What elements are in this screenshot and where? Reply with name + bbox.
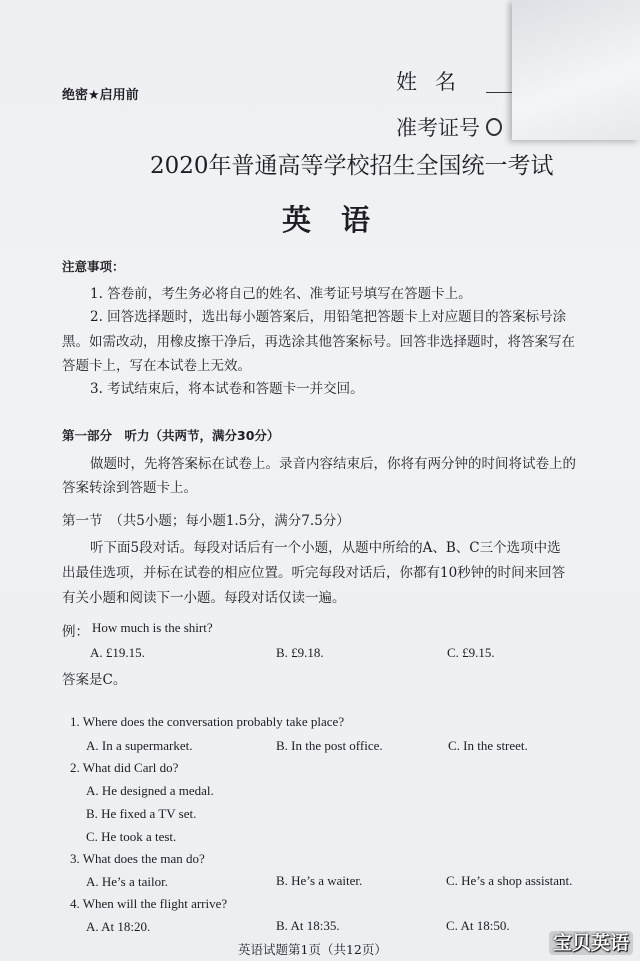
example-question: How much is the shirt? bbox=[92, 620, 213, 635]
question-option: C. He’s a shop assistant. bbox=[446, 873, 573, 888]
part1-intro-line: 做题时，先将答案标在试卷上。录音内容结束后，你将有两分钟的时间将试卷上的 bbox=[90, 456, 576, 472]
example-answer: 答案是C。 bbox=[62, 672, 127, 688]
confidential-mark: 绝密★启用前 bbox=[62, 88, 139, 103]
example-option-b: B. £9.18. bbox=[276, 645, 324, 660]
section1-heading: 第一节 （共5小题；每小题1.5分，满分7.5分） bbox=[62, 513, 350, 529]
question-stem: 1. Where does the conversation probably take place? bbox=[70, 714, 345, 729]
question-option: A. He’s a tailor. bbox=[86, 874, 168, 889]
question-option: B. He’s a waiter. bbox=[276, 873, 363, 888]
question-option: B. In the post office. bbox=[276, 738, 383, 753]
question-option: B. He fixed a TV set. bbox=[86, 806, 197, 821]
name-blank-line bbox=[486, 92, 512, 93]
question-option: C. At 18:50. bbox=[446, 918, 510, 933]
note-line: 1. 答卷前，考生务必将自己的姓名、准考证号填写在答题卡上。 bbox=[90, 286, 472, 302]
name-label: 姓名 bbox=[396, 70, 474, 94]
example-option-a: A. £19.15. bbox=[90, 645, 145, 660]
question-option: A. At 18:20. bbox=[86, 919, 151, 934]
note-line: 黑。如需改动，用橡皮擦干净后，再选涂其他答案标号。回答非选择题时，将答案写在 bbox=[62, 334, 575, 350]
overlapping-paper bbox=[512, 0, 640, 140]
watermark: 宝贝英语 bbox=[549, 931, 633, 955]
section1-instruction-line: 有关小题和阅读下一小题。每段对话仅读一遍。 bbox=[62, 590, 346, 606]
exam-id-label: 准考证号 bbox=[396, 116, 480, 140]
question-option: A. He designed a medal. bbox=[86, 783, 214, 798]
subject-title: 英语 bbox=[282, 203, 401, 237]
question-stem: 3. What does the man do? bbox=[70, 851, 205, 866]
question-option: B. At 18:35. bbox=[276, 918, 340, 933]
section1-instruction-line: 出最佳选项，并标在试卷的相应位置。听完每段对话后，你都有10秒钟的时间来回答 bbox=[62, 565, 566, 581]
note-line: 3. 考试结束后，将本试卷和答题卡一并交回。 bbox=[90, 381, 364, 397]
question-option: A. In a supermarket. bbox=[86, 738, 193, 753]
note-line: 2. 回答选择题时，选出每小题答案后，用铅笔把答题卡上对应题目的答案标号涂 bbox=[90, 309, 567, 325]
question-option: C. In the street. bbox=[448, 738, 528, 753]
exam-id-mark bbox=[486, 118, 502, 136]
exam-title: 2020年普通高等学校招生全国统一考试 bbox=[150, 153, 554, 179]
question-stem: 2. What did Carl do? bbox=[70, 760, 179, 775]
question-option: C. He took a test. bbox=[86, 829, 177, 844]
question-stem: 4. When will the flight arrive? bbox=[70, 896, 228, 911]
notes-heading: 注意事项： bbox=[62, 259, 125, 274]
page-footer: 英语试题第1页（共12页） bbox=[238, 942, 387, 957]
part1-heading: 第一部分 听力（共两节，满分30分） bbox=[62, 428, 280, 443]
example-option-c: C. £9.15. bbox=[447, 645, 495, 660]
note-line: 答题卡上，写在本试卷上无效。 bbox=[62, 358, 251, 374]
example-label: 例： bbox=[62, 624, 89, 640]
section1-instruction-line: 听下面5段对话。每段对话后有一个小题，从题中所给的A、B、C三个选项中选 bbox=[90, 540, 561, 556]
part1-intro-line: 答案转涂到答题卡上。 bbox=[62, 480, 197, 496]
